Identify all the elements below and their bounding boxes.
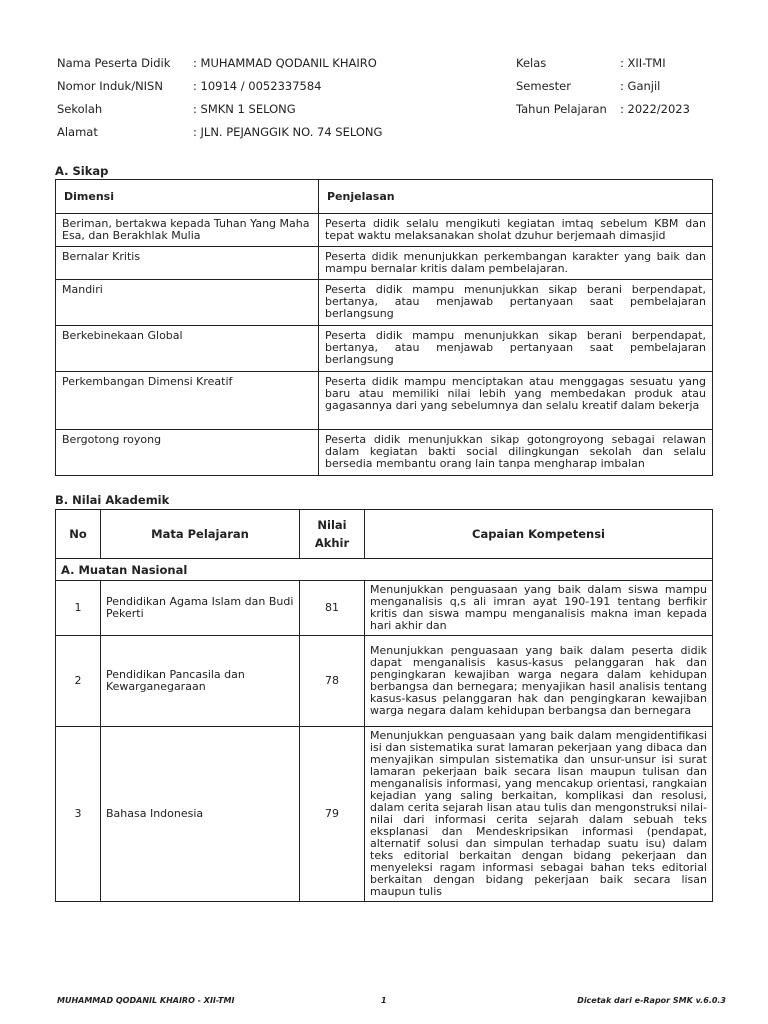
info-label: Semester [516, 79, 571, 93]
nilai-cell: 81 [300, 581, 365, 636]
info-value: : XII-TMI [620, 56, 666, 70]
penjelasan-cell: Peserta didik mampu menunjukkan sikap berani berpendapat, bertanya, atau menjawab pertanyaan saat pembelajaran berlangsung [319, 326, 713, 372]
no-cell: 1 [56, 581, 101, 636]
penjelasan-cell: Peserta didik selalu mengikuti kegiatan imtaq sebelum KBM dan tepat waktu melaksanakan sholat dzuhur berjemaah dimasjid [319, 214, 713, 247]
student-info-right [516, 56, 690, 125]
info-value: : JLN. PEJANGGIK NO. 74 SELONG [193, 125, 383, 139]
penjelasan-cell: Peserta didik menunjukkan perkembangan karakter yang baik dan mampu bernalar kritis dalam pembelajaran. [319, 247, 713, 280]
capaian-cell: Menunjukkan penguasaan yang baik dalam mengidentifikasi isi dan sistematika surat lamaran pekerjaan yang dibaca dan menyajikan simpulan sistematika dan unsur-unsur isi surat lamaran pekerjaan baik secara lisan maupun tulisan dan menganalisis informasi, yang mencakup orientasi, rangkaian kejadian yang saling berkaitan, komplikasi dan resolusi, dalam cerita sejarah lisan atau tulis dan mengonstruksi nilai-nilai dari informasi cerita sejarah dalam sebuah teks eksplanasi dan Mendeskripsikan informasi (pendapat, alternatif solusi dan simpulan terhadap suatu isu) dalam teks editorial berkaitan dengan bidang pekerjaan dan menyeleksi ragam informasi sebagai bahan teks editorial berkaitan dengan bidang pekerjaan baik secara lisan maupun tulis [365, 727, 713, 902]
footer-page-number: 1 [381, 996, 387, 1005]
info-label: Tahun Pelajaran [516, 102, 607, 116]
table-row [56, 727, 713, 902]
column-header-no: No [56, 510, 101, 559]
info-label: Nama Peserta Didik [57, 56, 171, 70]
dimensi-cell: Mandiri [56, 280, 319, 326]
table-row [56, 636, 713, 727]
section-title-sikap: A. Sikap [55, 164, 109, 178]
column-header-dimensi: Dimensi [56, 180, 319, 214]
info-value: : SMKN 1 SELONG [193, 102, 296, 116]
group-label: A. Muatan Nasional [56, 559, 713, 581]
info-label: Alamat [57, 125, 98, 139]
no-cell: 3 [56, 727, 101, 902]
table-header-row [56, 180, 713, 214]
table-row [56, 247, 713, 280]
nilai-cell: 78 [300, 636, 365, 727]
group-row [56, 559, 713, 581]
nilai-header-line1: Nilai [317, 518, 347, 532]
info-label: Kelas [516, 56, 547, 70]
sikap-table [55, 179, 713, 476]
student-info-left [57, 56, 382, 148]
column-header-nilai [300, 510, 365, 559]
table-row [56, 430, 713, 476]
table-row [56, 581, 713, 636]
nilai-cell: 79 [300, 727, 365, 902]
dimensi-cell: Berkebinekaan Global [56, 326, 319, 372]
table-row [56, 372, 713, 430]
dimensi-cell: Beriman, bertakwa kepada Tuhan Yang Maha Esa, dan Berakhlak Mulia [56, 214, 319, 247]
table-row [56, 326, 713, 372]
table-row [56, 280, 713, 326]
penjelasan-cell: Peserta didik menunjukkan sikap gotongroyong sebagai relawan dalam kegiatan bakti social dilingkungan sekolah dan selalu bersedia membantu orang lain tanpa mengharap imbalan [319, 430, 713, 476]
nilai-header-line2: Akhir [314, 536, 350, 550]
info-value: : MUHAMMAD QODANIL KHAIRO [193, 56, 377, 70]
section-title-nilai: B. Nilai Akademik [55, 493, 170, 507]
dimensi-cell: Bernalar Kritis [56, 247, 319, 280]
penjelasan-cell: Peserta didik mampu menunjukkan sikap berani berpendapat, bertanya, atau menjawab pertanyaan saat pembelajaran berlangsung [319, 280, 713, 326]
capaian-cell: Menunjukkan penguasaan yang baik dalam peserta didik dapat menganalisis kasus-kasus pelanggaran hak dan pengingkaran kewajiban warga negara dalam kehidupan berbangsa dan bernegara; menyajikan hasil analisis tentang kasus-kasus pelanggaran hak dan pengingkaran kewajiban warga negara dalam kehidupan berbangsa dan bernegara [365, 636, 713, 727]
dimensi-cell: Bergotong royong [56, 430, 319, 476]
column-header-capaian: Capaian Kompetensi [365, 510, 713, 559]
table-header-row [56, 510, 713, 559]
table-row [56, 214, 713, 247]
no-cell: 2 [56, 636, 101, 727]
dimensi-cell: Perkembangan Dimensi Kreatif [56, 372, 319, 430]
nilai-table [55, 509, 713, 902]
mapel-cell: Pendidikan Pancasila dan Kewarganegaraan [101, 636, 300, 727]
mapel-cell: Bahasa Indonesia [101, 727, 300, 902]
capaian-cell: Menunjukkan penguasaan yang baik dalam siswa mampu menganalisis q,s ali imran ayat 190-191 tentang berfikir kritis dan siswa mampu menganalisis makna iman kepada hari akhir dan [365, 581, 713, 636]
info-label: Nomor Induk/NISN [57, 79, 163, 93]
footer-student: MUHAMMAD QODANIL KHAIRO - XII-TMI [57, 996, 235, 1005]
penjelasan-cell: Peserta didik mampu menciptakan atau menggagas sesuatu yang baru atau memiliki nilai lebih yang membedakan produk atau gagasannya dari yang sebelumnya dan selalu kreatif dalam bekerja [319, 372, 713, 430]
info-label: Sekolah [57, 102, 103, 116]
info-value: : 2022/2023 [620, 102, 690, 116]
footer-printed-by: Dicetak dari e-Rapor SMK v.6.0.3 [577, 996, 726, 1005]
column-header-mapel: Mata Pelajaran [101, 510, 300, 559]
column-header-penjelasan: Penjelasan [319, 180, 713, 214]
mapel-cell: Pendidikan Agama Islam dan Budi Pekerti [101, 581, 300, 636]
info-value: : 10914 / 0052337584 [193, 79, 322, 93]
info-value: : Ganjil [620, 79, 661, 93]
